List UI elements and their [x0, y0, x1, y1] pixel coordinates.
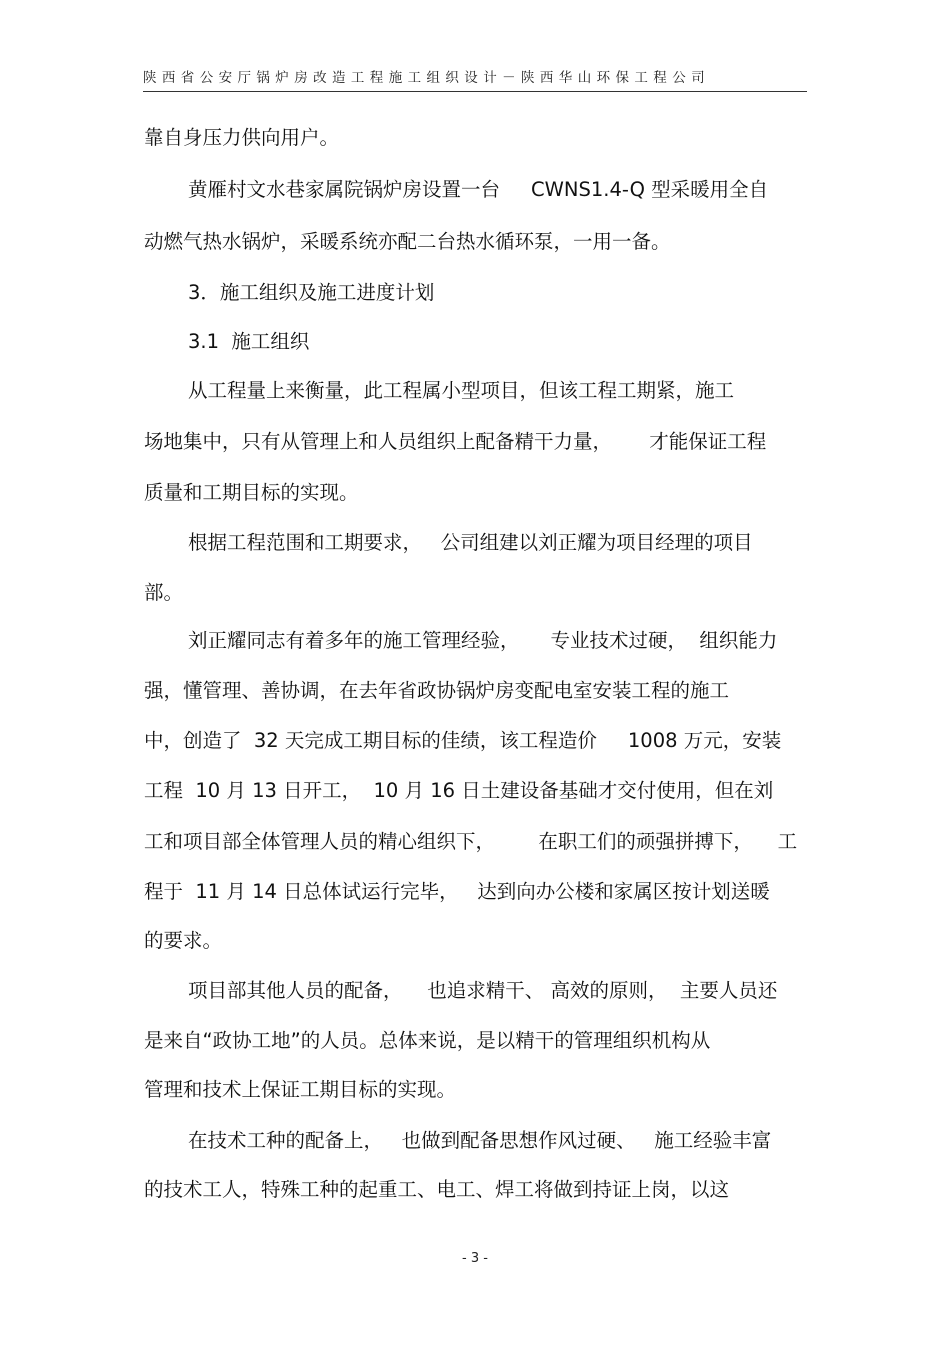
- text-line: 管理和技术上保证工期目标的实现。: [144, 1078, 457, 1101]
- text-line: 强，懂管理、善协调，在去年省政协锅炉房变配电室安装工程的施工: [144, 679, 730, 702]
- text-line: 黄雁村文水巷家属院锅炉房设置一台 CWNS1.4-Q 型采暖用全自: [188, 178, 769, 201]
- text-line: 程于 11 月 14 日总体试运行完毕， 达到向办公楼和家属区按计划送暖: [144, 880, 770, 903]
- running-header: 陕西省公安厅锅炉房改造工程施工组织设计－陕西华山环保工程公司: [143, 70, 710, 86]
- text-line: 质量和工期目标的实现。: [144, 481, 359, 504]
- text-line: 场地集中，只有从管理上和人员组织上配备精干力量， 才能保证工程: [144, 430, 767, 453]
- text-line: 中，创造了 32 天完成工期目标的佳绩，该工程造价 1008 万元，安装: [144, 729, 782, 752]
- text-line: 的技术工人，特殊工种的起重工、电工、焊工将做到持证上岗，以这: [144, 1178, 730, 1201]
- page-number: - 3 -: [462, 1251, 488, 1266]
- section-heading: 3．施工组织及施工进度计划: [188, 281, 435, 304]
- text-line: 在技术工种的配备上， 也做到配备思想作风过硬、 施工经验丰富: [188, 1129, 772, 1152]
- subsection-heading: 3.1 施工组织: [188, 330, 310, 353]
- text-line: 刘正耀同志有着多年的施工管理经验， 专业技术过硬， 组织能力: [188, 629, 778, 652]
- header-divider: [143, 91, 807, 92]
- text-line: 是来自“政协工地”的人员。总体来说，是以精干的管理组织机构从: [144, 1029, 711, 1052]
- text-line: 从工程量上来衡量，此工程属小型项目，但该工程工期紧，施工: [188, 379, 735, 402]
- text-line: 部。: [144, 581, 184, 604]
- text-line: 根据工程范围和工期要求， 公司组建以刘正耀为项目经理的项目: [188, 531, 753, 554]
- text-line: 的要求。: [144, 929, 223, 952]
- text-line: 项目部其他人员的配备， 也追求精干、 高效的原则， 主要人员还: [188, 979, 778, 1002]
- text-line: 工程 10 月 13 日开工， 10 月 16 日土建设备基础才交付使用，但在刘: [144, 779, 774, 802]
- text-line: 动燃气热水锅炉，采暖系统亦配二台热水循环泵，一用一备。: [144, 230, 671, 253]
- text-line: 工和项目部全体管理人员的精心组织下， 在职工们的顽强拼搏下， 工: [144, 830, 798, 853]
- text-line: 靠自身压力供向用户。: [144, 126, 340, 149]
